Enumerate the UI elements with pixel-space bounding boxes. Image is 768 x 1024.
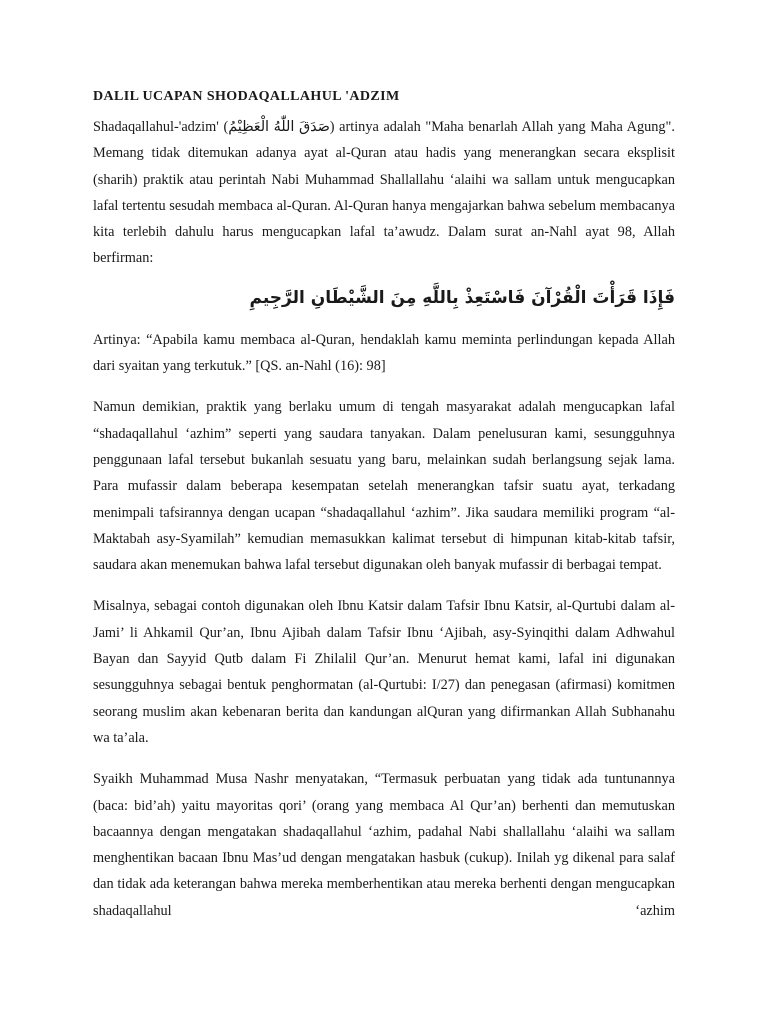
paragraph-intro [93,114,675,272]
intro-rest-text: ) artinya adalah "Maha benarlah Allah yang Maha Agung". Memang tidak ditemukan adanya ayat al-Quran atau hadis yang menerangkan secara eksplisit (sharih) praktik atau perintah Nabi Muhammad Shallallahu ‘alaihi wa sallam untuk mengucapkan lafal tertentu sesudah membaca al-Quran. Al-Quran hanya mengajarkan bahwa sebelum membacanya kita terlebih dahulu harus mengucapkan lafal ta’awudz. Dalam surat an-Nahl ayat 98, Allah berfirman: [93,119,675,267]
intro-lead-text: Shadaqallahul-'adzim' ( [93,119,229,135]
paragraph-examples: Misalnya, sebagai contoh digunakan oleh Ibnu Katsir dalam Tafsir Ibnu Katsir, al-Qurtubi dalam al-Jami’ li Ahkamil Qur’an, Ibnu Ajibah dalam Tafsir Ibnu ‘Ajibah, asy-Syinqithi dalam Adhwahul Bayan dan Sayyid Qutb dalam Fi Zhilalil Qur’an. Menurut hemat kami, lafal ini digunakan sesungguhnya sebagai bentuk penghormatan (al-Qurtubi: I/27) dan penegasan (afirmasi) komitmen seorang muslim akan kebenaran berita dan kandungan alQuran yang difirmankan Allah Subhanahu wa ta’ala. [93,598,675,746]
paragraph-translation: Artinya: “Apabila kamu membaca al-Quran, hendaklah kamu meminta perlindungan kepada Allah dari syaitan yang terkutuk.” [QS. an-Nahl (16): 98] [93,331,675,375]
paragraph-quote: Syaikh Muhammad Musa Nashr menyatakan, “Termasuk perbuatan yang tidak ada tuntunannya (baca: bid’ah) yaitu mayoritas qori’ (orang yang membaca Al Qur’an) berhenti dan memutuskan bacaannya dengan mengatakan shadaqallahul ‘azhim, padahal Nabi shallallahu ‘alaihi wa sallam menghentikan bacaan Ibnu Mas’ud dengan mengatakan hasbuk (cukup). Inilah yg dikenal para salaf dan tidak ada keterangan bahwa mereka memberhentikan atau mereka berhenti dengan mengucapkan shadaqallahul ‘azhim [93,771,675,919]
arabic-phrase: صَدَقَ اللّٰهُ الْعَظِيْمُ [228,119,330,135]
document-title: DALIL UCAPAN SHODAQALLAHUL 'ADZIM [93,89,400,104]
document-page [93,87,675,939]
paragraph-practice: Namun demikian, praktik yang berlaku umum di tengah masyarakat adalah mengucapkan lafal “shadaqallahul ‘azhim” seperti yang saudara tanyakan. Dalam penelusuran kami, sesungguhnya penggunaan lafal tersebut bukanlah sesuatu yang baru, melainkan sudah berlangsung sejak lama. Para mufassir dalam beberapa kesempatan setelah menerangkan tafsir suatu ayat, terkadang menimpali tafsirannya dengan ucapan “shadaqallahul ‘azhim”. Jika saudara memiliki program “al-Maktabah asy-Syamilah” kemudian memasukkan kalimat tersebut di himpunan kitab-kitab tafsir, saudara akan menemukan bahwa lafal tersebut digunakan oleh banyak mufassir di berbagai tempat. [93,399,675,574]
arabic-verse: فَإِذَا قَرَأْتَ الْقُرْآنَ فَاسْتَعِذْ بِاللَّهِ مِنَ الشَّيْطَانِ الرَّجِيمِ [249,287,675,308]
